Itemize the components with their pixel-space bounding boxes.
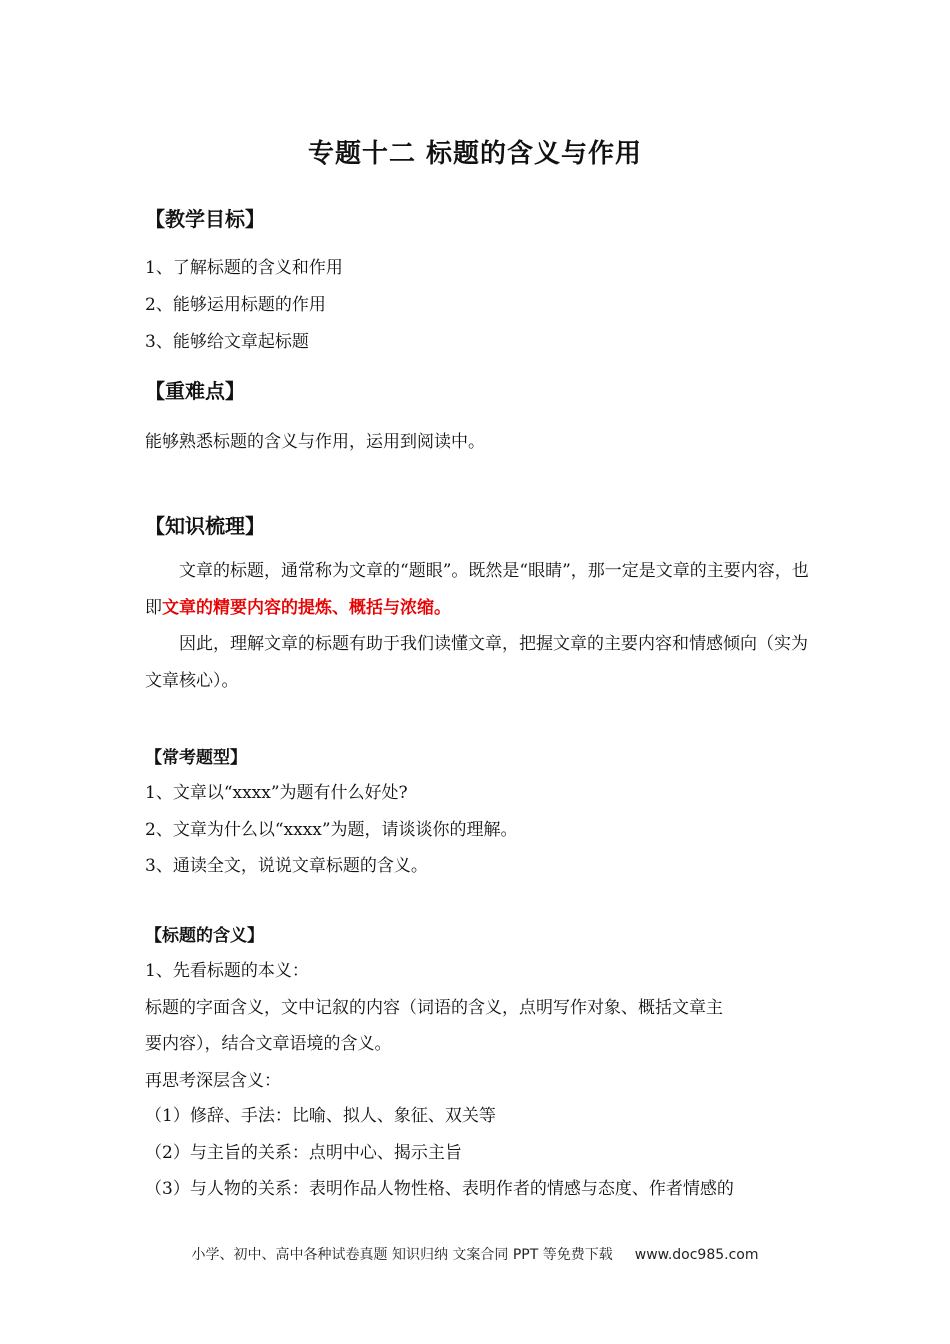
meaning-line-2: 标题的字面含义，文中记叙的内容（词语的含义，点明写作对象、概括文章主 bbox=[145, 998, 723, 1018]
key-points-text: 能够熟悉标题的含义与作用，运用到阅读中。 bbox=[145, 432, 485, 452]
meaning-line-5: （1）修辞、手法：比喻、拟人、象征、双关等 bbox=[145, 1106, 496, 1126]
meaning-line-4: 再思考深层含义： bbox=[145, 1071, 281, 1091]
knowledge-paragraph-1 bbox=[145, 553, 810, 627]
meaning-line-1: 1、先看标题的本义： bbox=[145, 961, 309, 981]
section-heading-question-types: 【常考题型】 bbox=[145, 748, 247, 768]
section-heading-knowledge: 【知识梳理】 bbox=[145, 514, 265, 538]
meaning-line-7: （3）与人物的关系：表明作品人物性格、表明作者的情感与态度、作者情感的 bbox=[145, 1179, 734, 1199]
page-title: 专题十二 标题的含义与作用 bbox=[307, 139, 643, 169]
goal-item-2: 2、能够运用标题的作用 bbox=[145, 295, 326, 315]
goal-item-1: 1、了解标题的含义和作用 bbox=[145, 258, 343, 278]
knowledge-highlight: 文章的精要内容的提炼、概括与浓缩。 bbox=[162, 598, 451, 618]
section-heading-meaning: 【标题的含义】 bbox=[145, 926, 264, 946]
footer-url[interactable]: www.doc985.com bbox=[634, 1247, 759, 1263]
footer-text: 小学、初中、高中各种试卷真题 知识归纳 文案合同 PPT 等免费下载 bbox=[191, 1247, 613, 1263]
meaning-line-3: 要内容），结合文章语境的含义。 bbox=[145, 1034, 392, 1054]
question-type-1: 1、文章以“xxxx”为题有什么好处? bbox=[145, 783, 408, 803]
goal-item-3: 3、能够给文章起标题 bbox=[145, 332, 309, 352]
question-type-3: 3、通读全文，说说文章标题的含义。 bbox=[145, 856, 428, 876]
page-footer bbox=[0, 1244, 950, 1264]
section-heading-key-points: 【重难点】 bbox=[145, 379, 245, 403]
knowledge-paragraph-1-text: 文章的标题，通常称为文章的“题眼”。既然是“眼睛”，那一定是文章的主要内容，也即 bbox=[145, 561, 809, 618]
section-heading-goals: 【教学目标】 bbox=[145, 207, 265, 231]
knowledge-paragraph-2: 因此，理解文章的标题有助于我们读懂文章，把握文章的主要内容和情感倾向（实为文章核心）。 bbox=[145, 634, 808, 691]
question-type-2: 2、文章为什么以“xxxx”为题，请谈谈你的理解。 bbox=[145, 820, 518, 840]
meaning-line-6: （2）与主旨的关系：点明中心、揭示主旨 bbox=[145, 1143, 462, 1163]
